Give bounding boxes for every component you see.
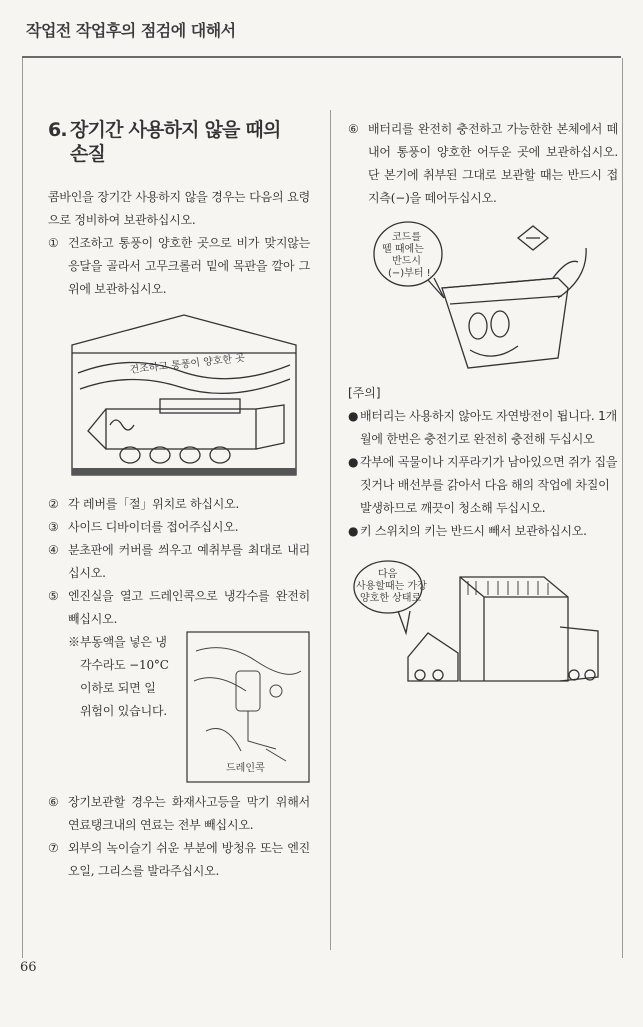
frame-right-line [622,58,623,958]
bubble-line4: (−)부터 ! [388,268,431,279]
bullet-dot-icon: ● [348,409,359,423]
caution-heading: [주의] [348,386,381,400]
item-5 [48,585,310,631]
note-mark: ※ [68,635,80,649]
frame-left-line [22,58,23,958]
caution-bullet [348,451,618,520]
caution-text: 배터리는 사용하지 않아도 자연방전이 됩니다. 1개월에 한번은 충전기로 완전히 충전해 두십시오 [360,409,617,446]
item-text: 건조하고 통풍이 양호한 곳으로 비가 맞지않는 응달을 골라서 고무크롤러 밑에 목판을 깔아 그 위에 보관하십시오. [68,236,310,296]
note-line3: 이하로 되면 일 [80,681,156,695]
item-text: 배터리를 완전히 충전하고 가능한한 본체에서 떼내어 통풍이 양호한 어두운 곳에 보관하십시오. 단 본기에 취부된 그대로 보관할 때는 반드시 접지측(−)을 떼어두십시오. [368,122,618,205]
combine-shed-illustration [348,557,610,687]
item-7 [48,837,310,883]
item-marker: ② [48,497,59,511]
caution-text: 각부에 곡물이나 지푸라기가 남아있으면 쥐가 집을 짓거나 배선부를 갉아서 다음 해의 작업에 차질이 발생하므로 깨끗이 청소해 두십시오. [360,455,618,515]
figure1-caption: 건조하고 통풍이 양호한 곳 [129,352,246,376]
bubble2-line3: 양호한 상태로 [360,593,422,604]
storage-shed-illustration [70,313,298,483]
section-title-line2: 손질 [70,143,106,165]
bubble-line1: 코드를 [392,232,421,243]
intro-paragraph: 콤바인을 장기간 사용하지 않을 경우는 다음의 요령으로 정비하여 보관하십시오. [48,190,310,227]
antifreeze-warning [48,631,310,791]
item-text: 각 레버를「절」위치로 하십시오. [68,497,240,511]
section-title-line1: 장기간 사용하지 않을 때의 [70,119,281,141]
item-text: 외부의 녹이슬기 쉬운 부분에 방청유 또는 엔진오일, 그리스를 발라주십시오. [68,841,310,878]
item-marker: ⑦ [48,841,59,855]
item-1 [48,232,310,301]
note-line1: 부동액을 넣은 냉 [79,635,167,649]
item-3 [48,516,310,539]
item-text: 분초판에 커버를 씌우고 예취부를 최대로 내리십시오. [68,543,310,580]
item-2 [48,493,310,516]
item-4 [48,539,310,585]
item-marker: ① [48,236,59,250]
item-text: 장기보관할 경우는 화재사고등을 막기 위해서 연료탱크내의 연료는 전부 빼십시오. [68,795,310,832]
drain-cock-illustration [186,631,310,783]
caution-bullet [348,520,618,543]
item-6 [48,791,310,837]
item-text: 엔진실을 열고 드레인콕으로 냉각수를 완전히 빼십시오. [68,589,310,626]
item-marker: ④ [48,543,59,557]
battery-character-illustration [358,218,608,378]
battery-item [348,118,618,210]
caution-text: 키 스위치의 키는 반드시 빼서 보관하십시오. [360,524,587,538]
figure2-caption: 드레인콕 [226,763,265,774]
item-marker: ⑥ [48,795,59,809]
section-number: 6. [48,119,67,141]
header-rule [22,56,621,58]
bubble2-line2: 사용할때는 가장 [356,581,427,592]
note-line2: 각수라도 −10°C [80,658,169,672]
column-divider [330,110,331,950]
note-line4: 위험이 있습니다. [80,704,167,718]
item-marker: ⑥ [348,122,359,136]
section-title [48,118,310,166]
page-number: 66 [20,960,37,975]
item-text: 사이드 디바이더를 접어주십시오. [68,520,239,534]
item-marker: ③ [48,520,59,534]
bullet-dot-icon: ● [348,455,359,469]
bullet-dot-icon: ● [348,524,359,538]
header-title: 작업전 작업후의 점검에 대해서 [26,21,236,40]
bubble2-line1: 다음 [378,569,398,580]
bubble-line3: 반드시 [392,256,421,267]
item-marker: ⑤ [48,589,59,603]
right-column [348,118,618,687]
caution-bullet [348,405,618,451]
left-column [48,118,310,883]
bubble-line2: 뗄 때에는 [382,244,424,255]
